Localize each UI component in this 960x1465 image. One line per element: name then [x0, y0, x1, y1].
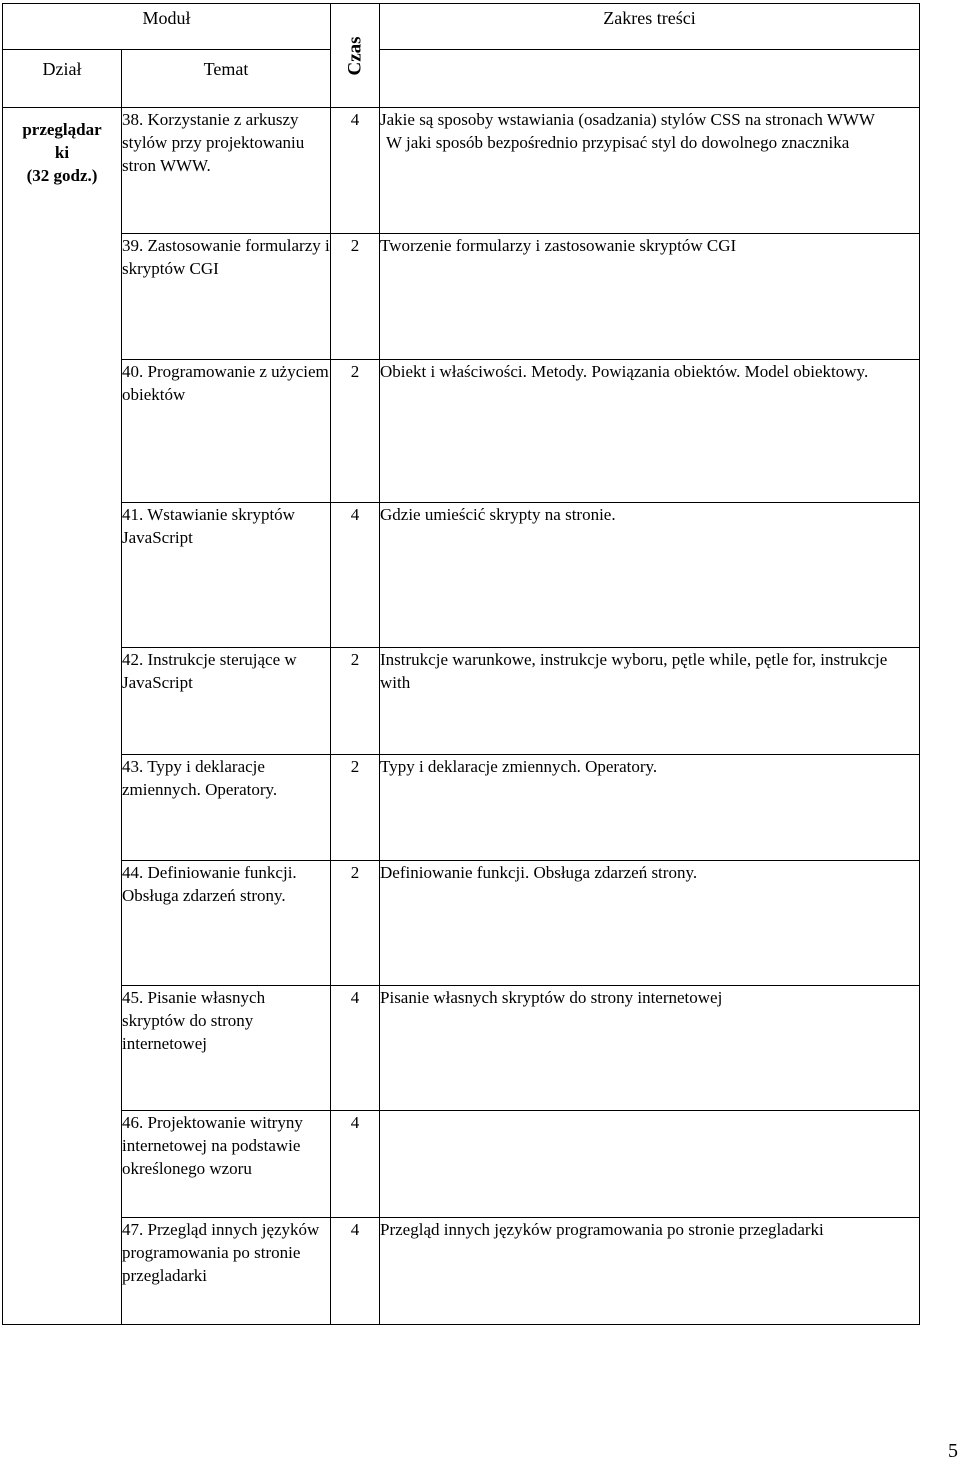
content-cell: Gdzie umieścić skrypty na stronie. — [380, 503, 920, 648]
table-row — [3, 1218, 920, 1325]
page-number: 5 — [948, 1440, 958, 1462]
table-row — [3, 986, 920, 1111]
time-cell: 4 — [331, 1218, 380, 1325]
topic-cell: 41. Wstawianie skryptów JavaScript — [122, 503, 331, 648]
topic-cell: 47. Przegląd innych języków programowania po stronie przegladarki — [122, 1218, 331, 1325]
table-row — [3, 755, 920, 861]
time-cell: 2 — [331, 648, 380, 755]
table-row — [3, 861, 920, 986]
table-row — [3, 360, 920, 503]
topic-cell: 44. Definiowanie funkcji. Obsługa zdarzeń strony. — [122, 861, 331, 986]
content-cell: Przegląd innych języków programowania po stronie przegladarki — [380, 1218, 920, 1325]
curriculum-table — [2, 3, 920, 1325]
time-cell: 2 — [331, 360, 380, 503]
time-cell: 2 — [331, 755, 380, 861]
table-row — [3, 503, 920, 648]
content-cell: Pisanie własnych skryptów do strony internetowej — [380, 986, 920, 1111]
header-dzial: Dział — [3, 50, 122, 108]
header-temat: Temat — [122, 50, 331, 108]
header-zakres: Zakres treści — [380, 4, 920, 50]
topic-cell: 39. Zastosowanie formularzy i skryptów CGI — [122, 234, 331, 360]
content-cell — [380, 1111, 920, 1218]
dzial-hours: (32 godz.) — [26, 166, 98, 185]
time-cell: 2 — [331, 234, 380, 360]
topic-cell: 40. Programowanie z użyciem obiektów — [122, 360, 331, 503]
topic-cell: 45. Pisanie własnych skryptów do strony internetowej — [122, 986, 331, 1111]
header-zakres-empty — [380, 50, 920, 108]
time-cell: 4 — [331, 986, 380, 1111]
header-modul: Moduł — [3, 4, 331, 50]
header-czas: Czas — [331, 4, 380, 108]
time-cell: 2 — [331, 861, 380, 986]
content-cell: Tworzenie formularzy i zastosowanie skryptów CGI — [380, 234, 920, 360]
time-cell: 4 — [331, 108, 380, 234]
topic-cell: 38. Korzystanie z arkuszy stylów przy projektowaniu stron WWW. — [122, 108, 331, 234]
content-cell: Typy i deklaracje zmiennych. Operatory. — [380, 755, 920, 861]
content-cell: Definiowanie funkcji. Obsługa zdarzeń strony. — [380, 861, 920, 986]
time-cell: 4 — [331, 503, 380, 648]
topic-cell: 46. Projektowanie witryny internetowej na podstawie określonego wzoru — [122, 1111, 331, 1218]
content-cell: Jakie są sposoby wstawiania (osadzania) stylów CSS na stronach WWW W jaki sposób bezpośrednio przypisać styl do dowolnego znacznika — [380, 108, 920, 234]
table-row — [3, 648, 920, 755]
content-cell: Obiekt i właściwości. Metody. Powiązania obiektów. Model obiektowy. — [380, 360, 920, 503]
topic-cell: 43. Typy i deklaracje zmiennych. Operatory. — [122, 755, 331, 861]
dzial-cell — [3, 108, 122, 1325]
dzial-name: przeglądar ki — [22, 120, 102, 162]
content-cell: Instrukcje warunkowe, instrukcje wyboru, pętle while, pętle for, instrukcje with — [380, 648, 920, 755]
table-row — [3, 234, 920, 360]
time-cell: 4 — [331, 1111, 380, 1218]
topic-cell: 42. Instrukcje sterujące w JavaScript — [122, 648, 331, 755]
table-row — [3, 108, 920, 234]
table-row — [3, 1111, 920, 1218]
